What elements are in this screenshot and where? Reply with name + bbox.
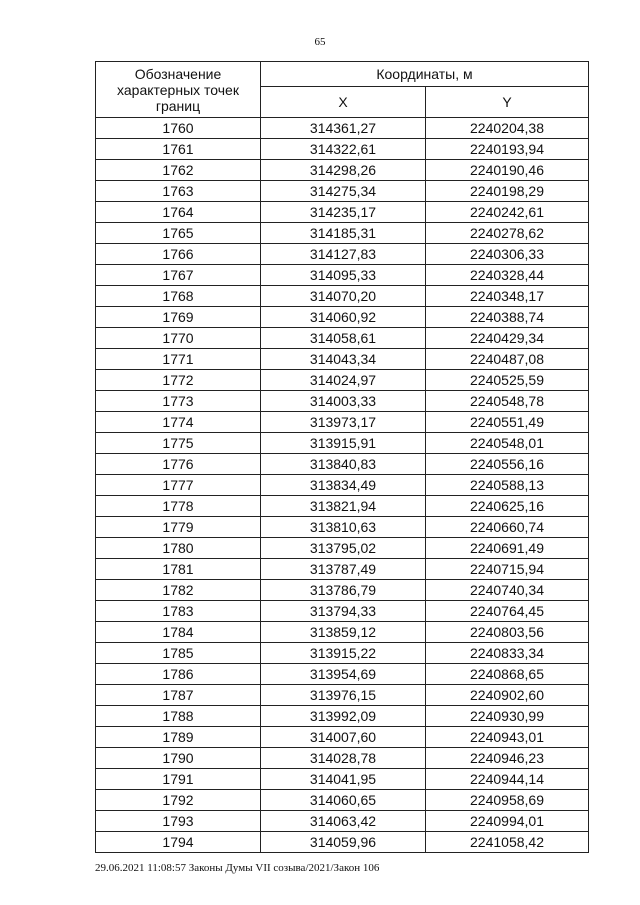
table-row xyxy=(96,265,589,286)
x-coordinate-cell: 314024,97 xyxy=(261,370,426,391)
table-row xyxy=(96,790,589,811)
x-coordinate-cell: 314322,61 xyxy=(261,139,426,160)
table-row xyxy=(96,748,589,769)
table-row xyxy=(96,559,589,580)
point-id-cell: 1770 xyxy=(96,328,261,349)
table-row xyxy=(96,580,589,601)
y-coordinate-cell: 2240660,74 xyxy=(426,517,589,538)
header-point-designation: Обозначение характерных точек границ xyxy=(96,62,261,118)
point-id-cell: 1789 xyxy=(96,727,261,748)
y-coordinate-cell: 2240198,29 xyxy=(426,181,589,202)
y-coordinate-cell: 2240487,08 xyxy=(426,349,589,370)
x-coordinate-cell: 314095,33 xyxy=(261,265,426,286)
y-coordinate-cell: 2240548,78 xyxy=(426,391,589,412)
y-coordinate-cell: 2240958,69 xyxy=(426,790,589,811)
point-id-cell: 1765 xyxy=(96,223,261,244)
y-coordinate-cell: 2240193,94 xyxy=(426,139,589,160)
table-row xyxy=(96,517,589,538)
x-coordinate-cell: 313821,94 xyxy=(261,496,426,517)
x-coordinate-cell: 313915,22 xyxy=(261,643,426,664)
x-coordinate-cell: 313954,69 xyxy=(261,664,426,685)
table-row xyxy=(96,181,589,202)
x-coordinate-cell: 313787,49 xyxy=(261,559,426,580)
table-row xyxy=(96,160,589,181)
point-id-cell: 1772 xyxy=(96,370,261,391)
x-coordinate-cell: 313859,12 xyxy=(261,622,426,643)
coordinates-table xyxy=(95,61,589,853)
x-coordinate-cell: 314003,33 xyxy=(261,391,426,412)
y-coordinate-cell: 2240930,99 xyxy=(426,706,589,727)
table-row xyxy=(96,118,589,139)
x-coordinate-cell: 314070,20 xyxy=(261,286,426,307)
point-id-cell: 1793 xyxy=(96,811,261,832)
y-coordinate-cell: 2240328,44 xyxy=(426,265,589,286)
table-row xyxy=(96,769,589,790)
y-coordinate-cell: 2241058,42 xyxy=(426,832,589,853)
footer-stamp: 29.06.2021 11:08:57 Законы Думы VII созыва/2021/Закон 106 xyxy=(95,862,380,874)
point-id-cell: 1779 xyxy=(96,517,261,538)
point-id-cell: 1762 xyxy=(96,160,261,181)
x-coordinate-cell: 313992,09 xyxy=(261,706,426,727)
y-coordinate-cell: 2240946,23 xyxy=(426,748,589,769)
point-id-cell: 1768 xyxy=(96,286,261,307)
point-id-cell: 1773 xyxy=(96,391,261,412)
point-id-cell: 1778 xyxy=(96,496,261,517)
x-coordinate-cell: 314298,26 xyxy=(261,160,426,181)
table-row xyxy=(96,412,589,433)
y-coordinate-cell: 2240278,62 xyxy=(426,223,589,244)
y-coordinate-cell: 2240548,01 xyxy=(426,433,589,454)
y-coordinate-cell: 2240994,01 xyxy=(426,811,589,832)
y-coordinate-cell: 2240525,59 xyxy=(426,370,589,391)
y-coordinate-cell: 2240833,34 xyxy=(426,643,589,664)
point-id-cell: 1788 xyxy=(96,706,261,727)
x-coordinate-cell: 314361,27 xyxy=(261,118,426,139)
x-coordinate-cell: 313795,02 xyxy=(261,538,426,559)
x-coordinate-cell: 314041,95 xyxy=(261,769,426,790)
table-row xyxy=(96,832,589,853)
table-row xyxy=(96,307,589,328)
x-coordinate-cell: 313976,15 xyxy=(261,685,426,706)
table-body xyxy=(96,118,589,853)
point-id-cell: 1780 xyxy=(96,538,261,559)
y-coordinate-cell: 2240944,14 xyxy=(426,769,589,790)
point-id-cell: 1782 xyxy=(96,580,261,601)
table-row xyxy=(96,349,589,370)
table-row xyxy=(96,622,589,643)
y-coordinate-cell: 2240691,49 xyxy=(426,538,589,559)
header-y: Y xyxy=(426,87,589,118)
point-id-cell: 1787 xyxy=(96,685,261,706)
point-id-cell: 1790 xyxy=(96,748,261,769)
x-coordinate-cell: 314059,96 xyxy=(261,832,426,853)
y-coordinate-cell: 2240868,65 xyxy=(426,664,589,685)
y-coordinate-cell: 2240740,34 xyxy=(426,580,589,601)
point-id-cell: 1784 xyxy=(96,622,261,643)
x-coordinate-cell: 313786,79 xyxy=(261,580,426,601)
x-coordinate-cell: 314058,61 xyxy=(261,328,426,349)
x-coordinate-cell: 314185,31 xyxy=(261,223,426,244)
point-id-cell: 1775 xyxy=(96,433,261,454)
x-coordinate-cell: 314060,65 xyxy=(261,790,426,811)
point-id-cell: 1771 xyxy=(96,349,261,370)
y-coordinate-cell: 2240306,33 xyxy=(426,244,589,265)
y-coordinate-cell: 2240429,34 xyxy=(426,328,589,349)
point-id-cell: 1776 xyxy=(96,454,261,475)
y-coordinate-cell: 2240803,56 xyxy=(426,622,589,643)
point-id-cell: 1794 xyxy=(96,832,261,853)
y-coordinate-cell: 2240764,45 xyxy=(426,601,589,622)
x-coordinate-cell: 313834,49 xyxy=(261,475,426,496)
point-id-cell: 1760 xyxy=(96,118,261,139)
point-id-cell: 1792 xyxy=(96,790,261,811)
table-row xyxy=(96,643,589,664)
x-coordinate-cell: 313840,83 xyxy=(261,454,426,475)
table-row xyxy=(96,454,589,475)
table-row xyxy=(96,811,589,832)
point-id-cell: 1786 xyxy=(96,664,261,685)
x-coordinate-cell: 314235,17 xyxy=(261,202,426,223)
table-row xyxy=(96,475,589,496)
y-coordinate-cell: 2240625,16 xyxy=(426,496,589,517)
point-id-cell: 1766 xyxy=(96,244,261,265)
x-coordinate-cell: 313810,63 xyxy=(261,517,426,538)
table-row xyxy=(96,202,589,223)
point-id-cell: 1763 xyxy=(96,181,261,202)
y-coordinate-cell: 2240204,38 xyxy=(426,118,589,139)
table-row xyxy=(96,685,589,706)
y-coordinate-cell: 2240242,61 xyxy=(426,202,589,223)
x-coordinate-cell: 314127,83 xyxy=(261,244,426,265)
point-id-cell: 1781 xyxy=(96,559,261,580)
table-row xyxy=(96,244,589,265)
y-coordinate-cell: 2240715,94 xyxy=(426,559,589,580)
table-row xyxy=(96,706,589,727)
x-coordinate-cell: 313915,91 xyxy=(261,433,426,454)
table-row xyxy=(96,286,589,307)
x-coordinate-cell: 313794,33 xyxy=(261,601,426,622)
table-row xyxy=(96,601,589,622)
y-coordinate-cell: 2240943,01 xyxy=(426,727,589,748)
table-row xyxy=(96,727,589,748)
table-row xyxy=(96,433,589,454)
table-row xyxy=(96,223,589,244)
table-row xyxy=(96,391,589,412)
y-coordinate-cell: 2240551,49 xyxy=(426,412,589,433)
point-id-cell: 1769 xyxy=(96,307,261,328)
y-coordinate-cell: 2240190,46 xyxy=(426,160,589,181)
y-coordinate-cell: 2240348,17 xyxy=(426,286,589,307)
point-id-cell: 1774 xyxy=(96,412,261,433)
page-number: 65 xyxy=(314,36,326,48)
point-id-cell: 1785 xyxy=(96,643,261,664)
table-row xyxy=(96,370,589,391)
table-row xyxy=(96,496,589,517)
point-id-cell: 1791 xyxy=(96,769,261,790)
point-id-cell: 1767 xyxy=(96,265,261,286)
header-x: X xyxy=(261,87,426,118)
y-coordinate-cell: 2240388,74 xyxy=(426,307,589,328)
x-coordinate-cell: 314028,78 xyxy=(261,748,426,769)
header-coordinates: Координаты, м xyxy=(261,62,589,87)
y-coordinate-cell: 2240588,13 xyxy=(426,475,589,496)
point-id-cell: 1783 xyxy=(96,601,261,622)
x-coordinate-cell: 314043,34 xyxy=(261,349,426,370)
table-row xyxy=(96,139,589,160)
x-coordinate-cell: 314275,34 xyxy=(261,181,426,202)
x-coordinate-cell: 314063,42 xyxy=(261,811,426,832)
table-row xyxy=(96,328,589,349)
x-coordinate-cell: 314060,92 xyxy=(261,307,426,328)
point-id-cell: 1777 xyxy=(96,475,261,496)
point-id-cell: 1764 xyxy=(96,202,261,223)
y-coordinate-cell: 2240556,16 xyxy=(426,454,589,475)
table-row xyxy=(96,538,589,559)
y-coordinate-cell: 2240902,60 xyxy=(426,685,589,706)
point-id-cell: 1761 xyxy=(96,139,261,160)
x-coordinate-cell: 313973,17 xyxy=(261,412,426,433)
x-coordinate-cell: 314007,60 xyxy=(261,727,426,748)
table-row xyxy=(96,664,589,685)
